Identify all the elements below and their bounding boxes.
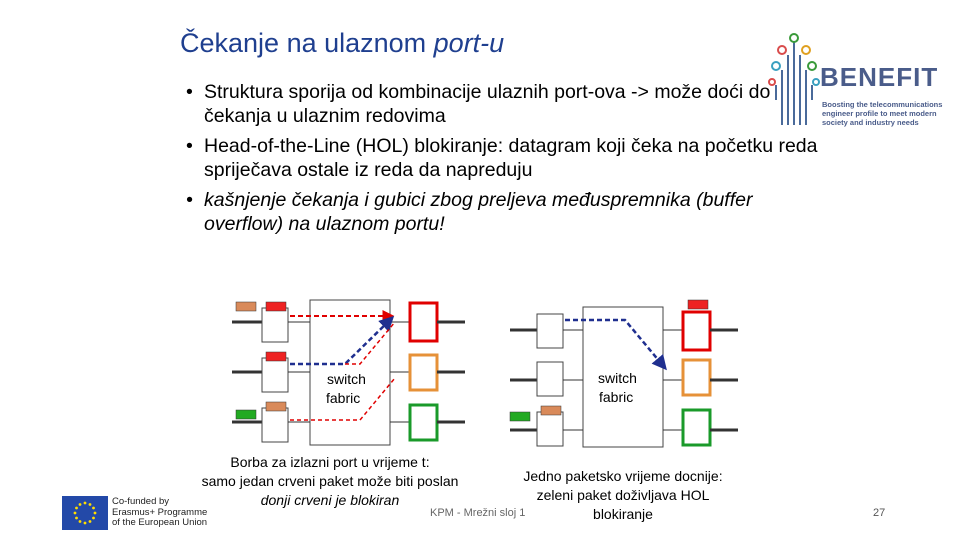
eu-text-line2: Erasmus+ Programme <box>112 506 208 518</box>
left-fabric-label-line2: fabric <box>326 390 361 406</box>
right-caption-line3: blokiranje <box>593 506 653 522</box>
bullet-dot: • <box>186 135 193 157</box>
bullet-dot: • <box>186 189 193 211</box>
right-caption <box>498 467 748 524</box>
left-fabric-label-line1: switch <box>327 371 366 387</box>
right-switch <box>510 300 738 447</box>
slide-title-italic: port-u <box>433 28 505 58</box>
bullet-dot: • <box>186 81 193 103</box>
eu-text-line3: of the European Union <box>112 517 208 528</box>
bullet-text: Head-of-the-Line (HOL) blokiranje: datagram koji čeka na početku reda spriječava ostale iz reda da napreduju <box>204 135 818 181</box>
left-caption-line1: Borba za izlazni port u vrijeme t: <box>230 454 430 470</box>
right-caption-line2: zeleni paket doživljava HOL <box>536 487 710 503</box>
eu-text <box>112 497 207 529</box>
right-fabric-label-line2: fabric <box>599 389 634 405</box>
right-fabric-label-line1: switch <box>598 370 637 386</box>
slide-title-main: Čekanje na ulaznom <box>180 28 434 58</box>
eu-cofunded-logo <box>62 496 212 530</box>
bullet-text: kašnjenje čekanja i gubici zbog preljeva međuspremnika (buffer overflow) na ulaznom portu! <box>204 189 753 235</box>
eu-text-line1: Co-funded by <box>112 496 170 507</box>
footer-center-text: KPM - Mrežni sloj 1 <box>430 507 526 519</box>
bullet-text: Struktura sporija od kombinacije ulaznih port-ova -> može doći do čekanja u ulaznim redovima <box>204 81 771 127</box>
left-caption-line2: samo jedan crveni paket može biti poslan <box>201 473 459 489</box>
left-switch <box>232 300 465 445</box>
right-caption-line1: Jedno paketsko vrijeme docnije: <box>523 468 723 484</box>
logo-tagline: Boosting the telecommunications engineer profile to meet modern society and industry needs <box>822 100 943 127</box>
logo-name: BENEFIT <box>820 62 939 92</box>
eu-flag-icon <box>62 496 108 530</box>
left-caption-line3: donji crveni je blokiran <box>260 492 400 508</box>
left-caption <box>180 453 480 510</box>
page-number: 27 <box>873 507 886 519</box>
